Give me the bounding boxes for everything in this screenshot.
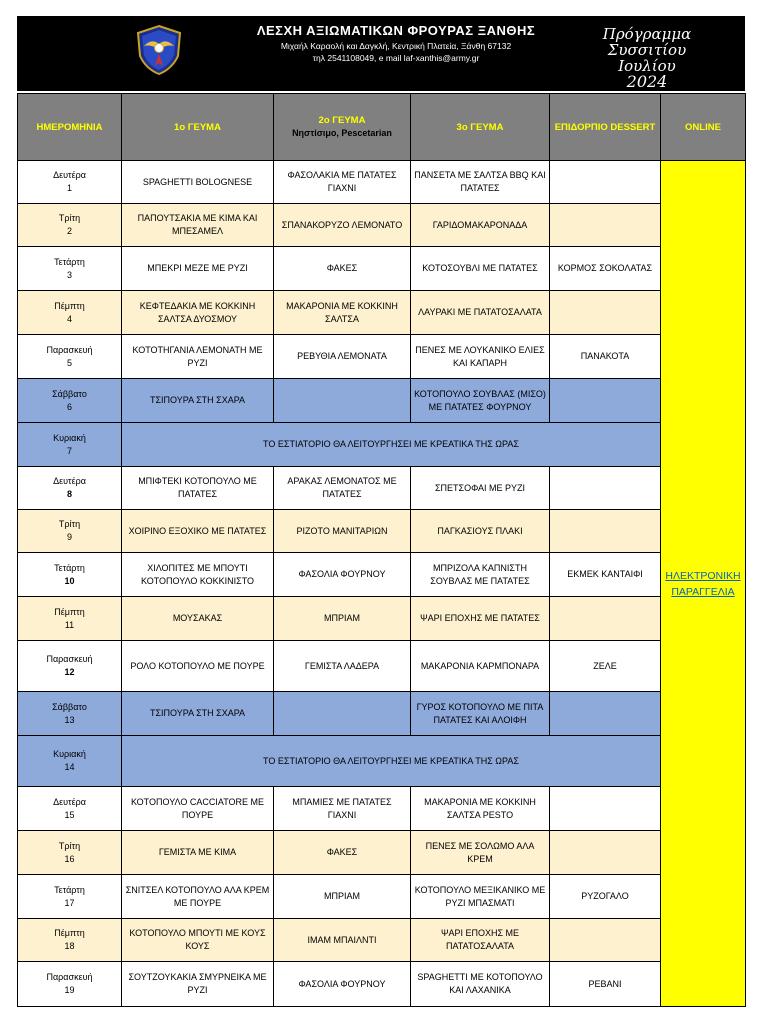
table-row xyxy=(18,919,746,962)
day-number: 9 xyxy=(66,532,72,542)
day-cell xyxy=(18,831,122,875)
day-cell xyxy=(18,553,122,597)
meal1-cell: ΜΠΕΚΡΙ ΜΕΖΕ ΜΕ ΡΥΖΙ xyxy=(122,247,274,291)
table-row xyxy=(18,510,746,553)
dessert-cell: ΖΕΛΕ xyxy=(550,641,661,692)
day-name: Κυριακή xyxy=(53,749,86,759)
meal2-cell xyxy=(274,379,411,423)
meal3-cell: ΓΥΡΟΣ ΚΟΤΟΠΟΥΛΟ ΜΕ ΠΙΤΑ ΠΑΤΑΤΕΣ ΚΑΙ ΑΛΟΙΦΗ xyxy=(411,692,550,736)
table-row xyxy=(18,467,746,510)
day-name: Τρίτη xyxy=(58,213,81,223)
table-row xyxy=(18,831,746,875)
day-number: 17 xyxy=(64,897,75,908)
day-cell xyxy=(18,161,122,204)
meal2-cell: ΓΕΜΙΣΤΑ ΛΑΔΕΡΑ xyxy=(274,641,411,692)
meal3-cell: SPAGHETTI ΜΕ ΚΟΤΟΠΟΥΛΟ ΚΑΙ ΛΑΧΑΝΙΚΑ xyxy=(411,962,550,1007)
day-cell xyxy=(18,335,122,379)
organization-contact: τηλ 2541108049, e mail laf-xanthis@army.gr xyxy=(312,53,480,63)
day-number: 14 xyxy=(64,762,75,772)
meal1-cell: ΚΟΤΟΠΟΥΛΟ ΜΠΟΥΤΙ ΜΕ ΚΟΥΣ ΚΟΥΣ xyxy=(122,919,274,962)
merged-notice-cell: ΤΟ ΕΣΤΙΑΤΟΡΙΟ ΘΑ ΛΕΙΤΟΥΡΓΗΣΕΙ ΜΕ ΚΡΕΑΤΙΚΑ ΤΗΣ ΩΡΑΣ xyxy=(122,736,661,787)
day-cell xyxy=(18,247,122,291)
meal1-cell: ΧΙΛΟΠΙΤΕΣ ΜΕ ΜΠΟΥΤΙ ΚΟΤΟΠΟΥΛΟ ΚΟΚΚΙΝΙΣΤΟ xyxy=(122,553,274,597)
column-header-meal2 xyxy=(274,94,411,161)
day-cell xyxy=(18,423,122,467)
meal3-cell: ΨΑΡΙ ΕΠΟΧΗΣ ΜΕ ΠΑΤΑΤΟΣΑΛΑΤΑ xyxy=(411,919,550,962)
table-row xyxy=(18,291,746,335)
dessert-cell: ΚΟΡΜΟΣ ΣΟΚΟΛΑΤΑΣ xyxy=(550,247,661,291)
meal2-cell: ΙΜΑΜ ΜΠΑΙΛΝΤΙ xyxy=(274,919,411,962)
day-cell xyxy=(18,291,122,335)
day-name: Πέμπτη xyxy=(54,300,85,311)
meal3-cell: ΛΑΥΡΑΚΙ ΜΕ ΠΑΤΑΤΟΣΑΛΑΤΑ xyxy=(411,291,550,335)
day-name: Τρίτη xyxy=(58,840,81,851)
meal1-cell: ΧΟΙΡΙΝΟ ΕΞΟΧΙΚΟ ΜΕ ΠΑΤΑΤΕΣ xyxy=(122,510,274,553)
meal1-cell: ΤΣΙΠΟΥΡΑ ΣΤΗ ΣΧΑΡΑ xyxy=(122,379,274,423)
dessert-cell xyxy=(550,161,661,204)
day-cell xyxy=(18,204,122,247)
meal3-cell: ΓΑΡΙΔΟΜΑΚΑΡΟΝΑΔΑ xyxy=(411,204,550,247)
day-cell xyxy=(18,379,122,423)
day-name: Πέμπτη xyxy=(54,606,85,617)
meal1-cell: ΣΝΙΤΣΕΛ ΚΟΤΟΠΟΥΛΟ ΑΛΑ ΚΡΕΜ ΜΕ ΠΟΥΡΕ xyxy=(122,875,274,919)
meal3-cell: ΚΟΤΟΠΟΥΛΟ ΜΕΞΙΚΑΝΙΚΟ ΜΕ ΡΥΖΙ ΜΠΑΣΜΑΤΙ xyxy=(411,875,550,919)
organization-name: ΛΕΣΧΗ ΑΞΙΩΜΑΤΙΚΩΝ ΦΡΟΥΡΑΣ ΞΑΝΘΗΣ xyxy=(256,23,536,38)
column-header-date: ΗΜΕΡΟΜΗΝΙΑ xyxy=(18,94,122,161)
dessert-cell xyxy=(550,204,661,247)
organization-address: Μιχαήλ Καραολή και Δαγκλή, Κεντρική Πλατεία, Ξάνθη 67132 xyxy=(280,41,512,51)
day-name: Παρασκευή xyxy=(46,654,93,664)
dessert-cell xyxy=(550,379,661,423)
day-number: 2 xyxy=(66,226,72,236)
dessert-cell xyxy=(550,467,661,510)
meal1-cell: ΤΣΙΠΟΥΡΑ ΣΤΗ ΣΧΑΡΑ xyxy=(122,692,274,736)
meal1-cell: ΚΕΦΤΕΔΑΚΙΑ ΜΕ ΚΟΚΚΙΝΗ ΣΑΛΤΣΑ ΔΥΟΣΜΟΥ xyxy=(122,291,274,335)
column-header-dessert: ΕΠΙΔΟΡΠΙΟ DESSERT xyxy=(550,94,661,161)
day-name: Παρασκευή xyxy=(46,972,93,982)
meal2-cell: ΦΑΚΕΣ xyxy=(274,831,411,875)
meal1-cell: ΚΟΤΟΤΗΓΑΝΙΑ ΛΕΜΟΝΑΤΗ ΜΕ ΡΥΖΙ xyxy=(122,335,274,379)
day-number: 5 xyxy=(66,357,72,368)
day-number: 19 xyxy=(64,985,75,995)
meal3-cell: ΨΑΡΙ ΕΠΟΧΗΣ ΜΕ ΠΑΤΑΤΕΣ xyxy=(411,597,550,641)
dessert-cell: ΕΚΜΕΚ ΚΑΝΤΑΙΦΙ xyxy=(550,553,661,597)
column-header-meal2-title: 2ο ΓΕΥΜΑ xyxy=(318,115,366,126)
meal2-cell: ΜΠΑΜΙΕΣ ΜΕ ΠΑΤΑΤΕΣ ΓΙΑΧΝΙ xyxy=(274,787,411,831)
meal1-cell: ΠΑΠΟΥΤΣΑΚΙΑ ΜΕ ΚΙΜΑ ΚΑΙ ΜΠΕΣΑΜΕΛ xyxy=(122,204,274,247)
meal3-cell: ΚΟΤΟΠΟΥΛΟ ΣΟΥΒΛΑΣ (ΜΙΣΟ) ΜΕ ΠΑΤΑΤΕΣ ΦΟΥΡΝΟΥ xyxy=(411,379,550,423)
table-row xyxy=(18,247,746,291)
column-header-online: ONLINE xyxy=(661,94,746,161)
day-cell xyxy=(18,962,122,1007)
day-cell xyxy=(18,736,122,787)
program-year: 2024 xyxy=(626,72,668,91)
dessert-cell: ΠΑΝΑΚΟΤΑ xyxy=(550,335,661,379)
day-cell xyxy=(18,692,122,736)
day-number: 11 xyxy=(64,619,75,630)
dessert-cell xyxy=(550,919,661,962)
day-cell xyxy=(18,467,122,510)
meal3-cell: ΜΠΡΙΖΟΛΑ ΚΑΠΝΙΣΤΗ ΣΟΥΒΛΑΣ ΜΕ ΠΑΤΑΤΕΣ xyxy=(411,553,550,597)
table-row xyxy=(18,597,746,641)
meal2-cell: ΡΕΒΥΘΙΑ ΛΕΜΟΝΑΤΑ xyxy=(274,335,411,379)
day-number: 15 xyxy=(64,809,75,820)
meal2-cell: ΣΠΑΝΑΚΟΡΥΖΟ ΛΕΜΟΝΑΤΟ xyxy=(274,204,411,247)
online-order-link[interactable]: ΗΛΕΚΤΡΟΝΙΚΗ ΠΑΡΑΓΓΕΛΙΑ xyxy=(665,569,741,598)
day-name: Τρίτη xyxy=(58,519,81,529)
table-row xyxy=(18,204,746,247)
meal1-cell: SPAGHETTI BOLOGNESE xyxy=(122,161,274,204)
dessert-cell: ΡΕΒΑΝΙ xyxy=(550,962,661,1007)
dessert-cell xyxy=(550,291,661,335)
table-row xyxy=(18,423,746,467)
table-row xyxy=(18,335,746,379)
column-header-meal2-subtitle: Νηστίσιμο, Pescetarian xyxy=(292,128,392,138)
table-row xyxy=(18,736,746,787)
meal2-cell: ΑΡΑΚΑΣ ΛΕΜΟΝΑΤΟΣ ΜΕ ΠΑΤΑΤΕΣ xyxy=(274,467,411,510)
day-number: 13 xyxy=(64,714,75,725)
meal3-cell: ΠΑΓΚΑΣΙΟΥΣ ΠΛΑΚΙ xyxy=(411,510,550,553)
day-number: 3 xyxy=(66,269,72,280)
program-title-line1: Πρόγραμμα xyxy=(602,25,692,43)
meal3-cell: ΠΕΝΕΣ ΜΕ ΛΟΥΚΑΝΙΚΟ ΕΛΙΕΣ ΚΑΙ ΚΑΠΑΡΗ xyxy=(411,335,550,379)
meal3-cell: ΜΑΚΑΡΟΝΙΑ ΜΕ ΚΟΚΚΙΝΗ ΣΑΛΤΣΑ PESTO xyxy=(411,787,550,831)
day-name: Παρασκευή xyxy=(46,344,93,355)
program-title xyxy=(587,26,707,90)
table-row xyxy=(18,161,746,204)
meal2-cell: ΜΠΡΙΑΜ xyxy=(274,875,411,919)
dessert-cell xyxy=(550,831,661,875)
dessert-cell xyxy=(550,510,661,553)
day-name: Τετάρτη xyxy=(54,256,85,267)
day-number: 6 xyxy=(66,401,72,412)
meal2-cell xyxy=(274,692,411,736)
meal1-cell: ΚΟΤΟΠΟΥΛΟ CACCIATORE ΜΕ ΠΟΥΡΕ xyxy=(122,787,274,831)
day-cell xyxy=(18,919,122,962)
day-name: Σάββατο xyxy=(52,701,87,712)
day-cell xyxy=(18,787,122,831)
meal3-cell: ΠΑΝΣΕΤΑ ΜΕ ΣΑΛΤΣΑ BBQ ΚΑΙ ΠΑΤΑΤΕΣ xyxy=(411,161,550,204)
day-name: Δευτέρα xyxy=(53,170,86,180)
meal2-cell: ΜΠΡΙΑΜ xyxy=(274,597,411,641)
table-header-row xyxy=(18,94,746,161)
meal1-cell: ΓΕΜΙΣΤΑ ΜΕ ΚΙΜΑ xyxy=(122,831,274,875)
dessert-cell xyxy=(550,692,661,736)
dessert-cell xyxy=(550,787,661,831)
meal3-cell: ΚΟΤΟΣΟΥΒΛΙ ΜΕ ΠΑΤΑΤΕΣ xyxy=(411,247,550,291)
day-cell xyxy=(18,510,122,553)
meal2-cell: ΦΑΣΟΛΙΑ ΦΟΥΡΝΟΥ xyxy=(274,553,411,597)
day-name: Σάββατο xyxy=(52,388,87,399)
day-name: Κυριακή xyxy=(53,432,86,443)
day-number: 12 xyxy=(64,667,75,677)
day-name: Πέμπτη xyxy=(54,928,85,938)
meal1-cell: ΜΠΙΦΤΕΚΙ ΚΟΤΟΠΟΥΛΟ ΜΕ ΠΑΤΑΤΕΣ xyxy=(122,467,274,510)
table-row xyxy=(18,553,746,597)
meal1-cell: ΡΟΛΟ ΚΟΤΟΠΟΥΛΟ ΜΕ ΠΟΥΡΕ xyxy=(122,641,274,692)
day-cell xyxy=(18,875,122,919)
day-cell xyxy=(18,597,122,641)
day-name: Τετάρτη xyxy=(54,562,85,573)
table-row xyxy=(18,641,746,692)
dessert-cell: ΡΥΖΟΓΑΛΟ xyxy=(550,875,661,919)
day-number: 4 xyxy=(66,313,72,324)
day-name: Δευτέρα xyxy=(53,476,86,486)
meal1-cell: ΜΟΥΣΑΚΑΣ xyxy=(122,597,274,641)
day-name: Δευτέρα xyxy=(53,796,86,807)
day-number: 1 xyxy=(66,183,72,193)
day-number: 8 xyxy=(66,489,72,499)
meal2-cell: ΦΑΣΟΛΑΚΙΑ ΜΕ ΠΑΤΑΤΕΣ ΓΙΑΧΝΙ xyxy=(274,161,411,204)
table-row xyxy=(18,875,746,919)
column-header-meal1: 1ο ΓΕΥΜΑ xyxy=(122,94,274,161)
table-row xyxy=(18,962,746,1007)
day-name: Τετάρτη xyxy=(54,884,85,895)
meal1-cell: ΣΟΥΤΖΟΥΚΑΚΙΑ ΣΜΥΡΝΕΙΚΑ ΜΕ ΡΥΖΙ xyxy=(122,962,274,1007)
meal2-cell: ΜΑΚΑΡΟΝΙΑ ΜΕ ΚΟΚΚΙΝΗ ΣΑΛΤΣΑ xyxy=(274,291,411,335)
column-header-meal3: 3ο ΓΕΥΜΑ xyxy=(411,94,550,161)
meal-schedule-table xyxy=(17,93,746,1007)
day-number: 7 xyxy=(66,445,72,456)
meal3-cell: ΜΑΚΑΡΟΝΙΑ ΚΑΡΜΠΟΝΑΡΑ xyxy=(411,641,550,692)
meal2-cell: ΡΙΖΟΤΟ ΜΑΝΙΤΑΡΙΩΝ xyxy=(274,510,411,553)
table-row xyxy=(18,379,746,423)
meal3-cell: ΠΕΝΕΣ ΜΕ ΣΟΛΩΜΟ ΑΛΑ ΚΡΕΜ xyxy=(411,831,550,875)
day-cell xyxy=(18,641,122,692)
header-banner xyxy=(17,16,745,91)
dessert-cell xyxy=(550,597,661,641)
meal2-cell: ΦΑΚΕΣ xyxy=(274,247,411,291)
table-row xyxy=(18,692,746,736)
online-cell xyxy=(661,161,746,1007)
day-number: 10 xyxy=(64,575,75,586)
table-row xyxy=(18,787,746,831)
meal2-cell: ΦΑΣΟΛΙΑ ΦΟΥΡΝΟΥ xyxy=(274,962,411,1007)
day-number: 18 xyxy=(64,941,75,951)
day-number: 16 xyxy=(64,853,75,864)
program-title-line2: Συσσιτίου Ιουλίου xyxy=(607,41,687,75)
merged-notice-cell: ΤΟ ΕΣΤΙΑΤΟΡΙΟ ΘΑ ΛΕΙΤΟΥΡΓΗΣΕΙ ΜΕ ΚΡΕΑΤΙΚΑ ΤΗΣ ΩΡΑΣ xyxy=(122,423,661,467)
meal3-cell: ΣΠΕΤΣΟΦΑΙ ΜΕ ΡΥΖΙ xyxy=(411,467,550,510)
